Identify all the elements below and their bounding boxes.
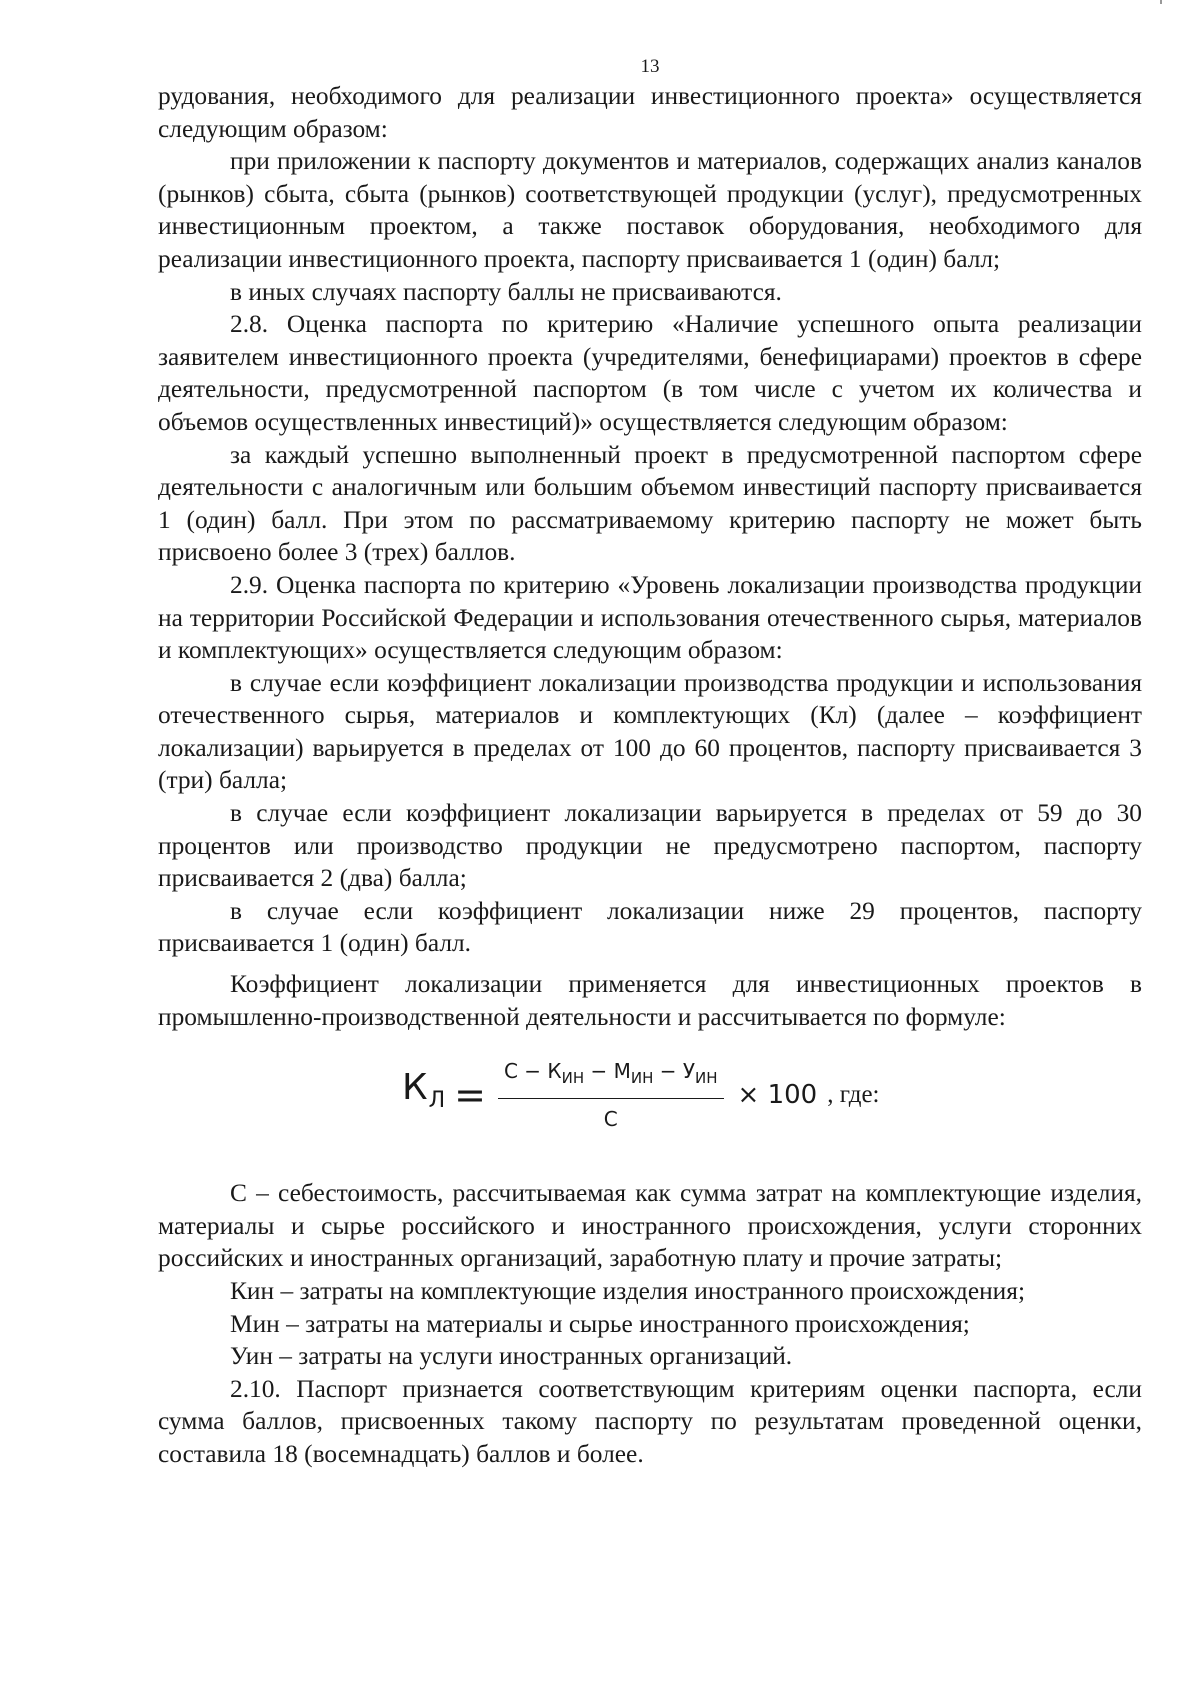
scan-mark: [1160, 0, 1162, 4]
formula-where: , где:: [827, 1080, 880, 1108]
paragraph-2-10: 2.10. Паспорт признается соответствующим критериям оценки паспорта, если сумма баллов, присвоенных такому паспорту по результатам проведенной оценки, составила 18 (восемнадцать) баллов и более.: [158, 1374, 1142, 1468]
paragraph-2-8: 2.8. Оценка паспорта по критерию «Наличие успешного опыта реализации заявителем инвестиционного проекта (учредителями, бенефициарами) проектов в сфере деятельности, предусмотренной паспортом (в том числе с учетом их количества и объемов осуществленных инвестиций)» осуществляется следующим образом:: [158, 310, 1142, 436]
page-number: 13: [640, 56, 660, 77]
paragraph-attachment-condition: при приложении к паспорту документов и материалов, содержащих анализ каналов (рынков) сбыта, сбыта (рынков) соответствующей продукции (услуг), предусмотренных инвестиционным проектом, а также поставок оборудования, необходимого для реализации инвестиционного проекта, паспорту присваивается 1 (один) балл;: [158, 147, 1142, 273]
paragraph-localization-60-100: в случае если коэффициент локализации производства продукции и использования отечественного сырья, материалов и комплектующих (Кл) (далее – коэффициент локализации) варьируется в пределах от 100 до 60 процентов, паспорту присваивается 3 (три) балла;: [158, 668, 1142, 795]
paragraph-each-project: за каждый успешно выполненный проект в предусмотренной паспортом сфере деятельности с аналогичным или большим объемом инвестиций паспорту присваивается 1 (один) балл. При этом по рассматриваемому критерию паспорту не может быть присвоено более 3 (трех) баллов.: [158, 440, 1142, 567]
paragraph-localization-30-59: в случае если коэффициент локализации варьируется в пределах от 59 до 30 процентов или производство продукции не предусмотрено паспортом, паспорту присваивается 2 (два) балла;: [158, 799, 1142, 893]
paragraph-continuation: рудования, необходимого для реализации инвестиционного проекта» осуществляется следующим образом:: [158, 82, 1142, 143]
formula-denominator: С: [603, 1107, 618, 1132]
formula-fraction: [498, 1055, 724, 1136]
definition-cost: С – себестоимость, рассчитываемая как сумма затрат на комплектующие изделия, материалы и сырье российского и иностранного происхождения, услуги сторонних российских и иностранных организаций, заработную плату и прочие затраты;: [158, 1179, 1142, 1273]
paragraph-localization-below-29: в случае если коэффициент локализации ниже 29 процентов, паспорту присваивается 1 (один) балл.: [158, 896, 1142, 958]
formula-lhs: $К_Л$: [402, 1067, 447, 1114]
formula-multiplier: × 100: [737, 1079, 818, 1110]
paragraph-formula-intro: Коэффициент локализации применяется для инвестиционных проектов в промышленно-производственной деятельности и рассчитывается по формуле:: [158, 970, 1142, 1031]
paragraph-other-cases: в иных случаях паспорту баллы не присваиваются.: [230, 277, 782, 306]
formula-equals: =: [454, 1072, 486, 1117]
definition-min: Мин – затраты на материалы и сырье иностранного происхождения;: [230, 1309, 970, 1338]
definition-uin: Уин – затраты на услуги иностранных организаций.: [230, 1342, 793, 1371]
document-body: [158, 80, 1142, 1471]
paragraph-2-9: 2.9. Оценка паспорта по критерию «Уровень локализации производства продукции на территории Российской Федерации и использования отечественного сырья, материалов и комплектующих» осуществляется следующим образом:: [158, 570, 1142, 665]
formula-numerator: $С - К_{ИН} - М_{ИН} - У_{ИН}$: [503, 1058, 718, 1087]
localization-formula: [158, 1039, 1142, 1151]
definition-kin: Кин – затраты на комплектующие изделия иностранного происхождения;: [230, 1277, 1026, 1305]
